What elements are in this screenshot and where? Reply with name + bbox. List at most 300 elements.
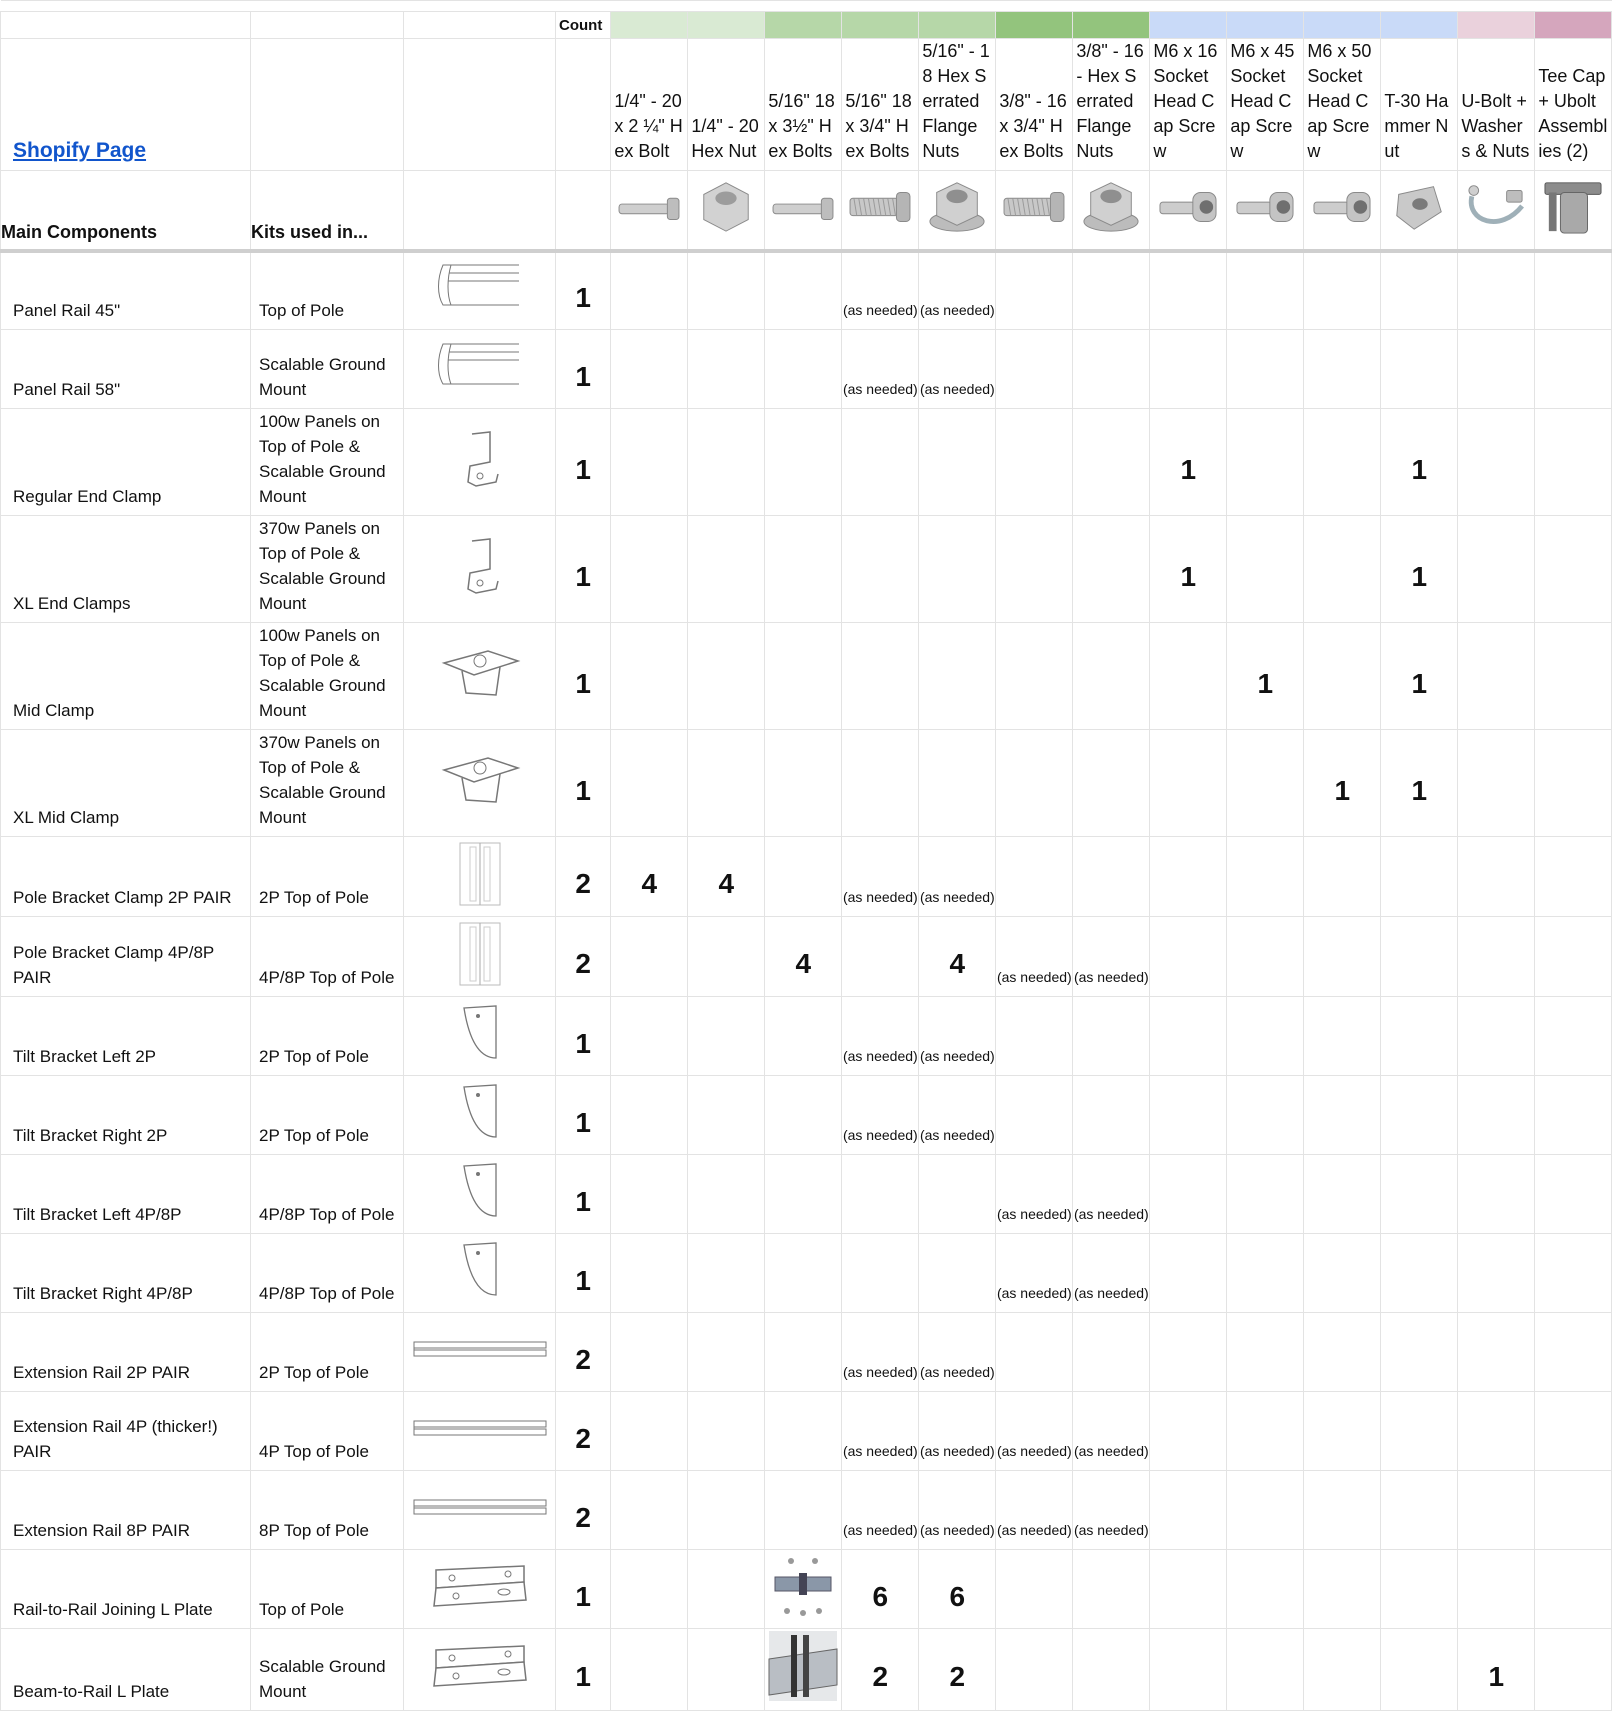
hardware-qty-cell[interactable]: 1 <box>1150 409 1227 516</box>
hardware-qty-cell[interactable]: 6 <box>919 1550 996 1629</box>
hardware-qty-cell[interactable] <box>611 409 688 516</box>
hardware-qty-cell[interactable] <box>996 730 1073 837</box>
hardware-qty-cell[interactable] <box>1304 251 1381 330</box>
hardware-qty-cell[interactable] <box>996 837 1073 917</box>
kits-used[interactable]: 2P Top of Pole <box>251 1313 404 1392</box>
hardware-qty-cell[interactable] <box>996 997 1073 1076</box>
hardware-qty-cell[interactable]: (as needed) <box>842 837 919 917</box>
hardware-qty-cell[interactable] <box>765 1313 842 1392</box>
hardware-qty-cell[interactable] <box>919 730 996 837</box>
component-count[interactable]: 1 <box>556 623 611 730</box>
hardware-qty-cell[interactable] <box>1535 1076 1612 1155</box>
kits-used[interactable]: 100w Panels on Top of Pole & Scalable Ground Mount <box>251 409 404 516</box>
hardware-qty-cell[interactable] <box>919 516 996 623</box>
hardware-qty-cell[interactable] <box>1381 330 1458 409</box>
component-thumbnail-cell[interactable] <box>404 1629 556 1711</box>
hardware-qty-cell[interactable]: 1 <box>1381 409 1458 516</box>
hardware-qty-cell[interactable] <box>919 623 996 730</box>
hardware-qty-cell[interactable] <box>1381 1471 1458 1550</box>
hardware-qty-cell[interactable] <box>1535 1629 1612 1711</box>
hardware-qty-cell[interactable] <box>1304 623 1381 730</box>
hardware-qty-cell[interactable] <box>1535 1155 1612 1234</box>
hardware-qty-cell[interactable] <box>1227 1550 1304 1629</box>
component-name[interactable]: Beam-to-Rail L Plate <box>1 1629 251 1711</box>
hardware-icon-cell[interactable] <box>1150 171 1227 251</box>
hardware-qty-cell[interactable] <box>688 1313 765 1392</box>
hardware-qty-cell[interactable] <box>688 1392 765 1471</box>
hardware-qty-cell[interactable] <box>842 1234 919 1313</box>
hardware-icon-cell[interactable] <box>765 171 842 251</box>
hardware-icon-cell[interactable] <box>611 171 688 251</box>
hardware-header-cell[interactable] <box>1304 39 1381 171</box>
hardware-header-cell[interactable] <box>688 39 765 171</box>
hardware-qty-cell[interactable] <box>1150 251 1227 330</box>
kits-used[interactable]: 2P Top of Pole <box>251 1076 404 1155</box>
kits-used[interactable]: 2P Top of Pole <box>251 997 404 1076</box>
component-count[interactable]: 1 <box>556 730 611 837</box>
hardware-qty-cell[interactable] <box>1535 1392 1612 1471</box>
component-name[interactable]: Tilt Bracket Left 2P <box>1 997 251 1076</box>
hardware-qty-cell[interactable] <box>611 623 688 730</box>
hardware-qty-cell[interactable]: (as needed) <box>919 837 996 917</box>
hardware-qty-cell[interactable]: 1 <box>1458 1629 1535 1711</box>
hardware-qty-cell[interactable]: (as needed) <box>996 1392 1073 1471</box>
hardware-qty-cell[interactable] <box>1073 516 1150 623</box>
band-cell[interactable] <box>1458 12 1535 39</box>
hardware-qty-cell[interactable] <box>1458 1471 1535 1550</box>
hardware-qty-cell[interactable] <box>1535 917 1612 997</box>
component-count[interactable]: 2 <box>556 917 611 997</box>
hardware-qty-cell[interactable] <box>1227 1471 1304 1550</box>
hardware-qty-cell[interactable] <box>611 251 688 330</box>
hardware-qty-cell[interactable] <box>996 623 1073 730</box>
component-name[interactable]: Rail-to-Rail Joining L Plate <box>1 1550 251 1629</box>
hardware-qty-cell[interactable]: 2 <box>842 1629 919 1711</box>
hardware-qty-cell[interactable] <box>1458 516 1535 623</box>
hardware-qty-cell[interactable] <box>688 251 765 330</box>
hardware-qty-cell[interactable] <box>688 1234 765 1313</box>
hardware-qty-cell[interactable] <box>1073 251 1150 330</box>
component-thumbnail-cell[interactable] <box>404 251 556 330</box>
band-cell[interactable] <box>842 12 919 39</box>
kits-used[interactable]: 4P/8P Top of Pole <box>251 1234 404 1313</box>
hardware-qty-cell[interactable] <box>996 1550 1073 1629</box>
hardware-qty-cell[interactable] <box>1458 1076 1535 1155</box>
kits-used[interactable]: 2P Top of Pole <box>251 837 404 917</box>
band-cell[interactable] <box>1150 12 1227 39</box>
hardware-qty-cell[interactable]: 1 <box>1227 623 1304 730</box>
hardware-qty-cell[interactable] <box>1381 917 1458 997</box>
hardware-qty-cell[interactable] <box>996 251 1073 330</box>
component-count[interactable]: 1 <box>556 330 611 409</box>
hardware-qty-cell[interactable] <box>611 1629 688 1711</box>
hardware-qty-cell[interactable] <box>842 623 919 730</box>
component-count[interactable]: 1 <box>556 1550 611 1629</box>
hardware-qty-cell[interactable] <box>1304 1629 1381 1711</box>
hardware-qty-cell[interactable] <box>1535 1234 1612 1313</box>
hardware-qty-cell[interactable] <box>611 730 688 837</box>
hardware-qty-cell[interactable] <box>1227 1076 1304 1155</box>
component-name[interactable]: Extension Rail 8P PAIR <box>1 1471 251 1550</box>
hardware-qty-cell[interactable] <box>1458 1155 1535 1234</box>
hardware-qty-cell[interactable] <box>765 1234 842 1313</box>
hardware-qty-cell[interactable] <box>611 1076 688 1155</box>
component-count[interactable]: 1 <box>556 1234 611 1313</box>
component-thumbnail-cell[interactable] <box>404 1392 556 1471</box>
hardware-qty-cell[interactable] <box>996 1629 1073 1711</box>
hardware-qty-cell[interactable]: (as needed) <box>842 330 919 409</box>
kits-used[interactable]: 370w Panels on Top of Pole & Scalable Ground Mount <box>251 730 404 837</box>
kits-used[interactable]: 8P Top of Pole <box>251 1471 404 1550</box>
hardware-qty-cell[interactable] <box>1458 623 1535 730</box>
component-count[interactable]: 1 <box>556 1629 611 1711</box>
hardware-header-cell[interactable] <box>1381 39 1458 171</box>
hardware-qty-cell[interactable] <box>919 409 996 516</box>
component-count[interactable]: 1 <box>556 1155 611 1234</box>
band-cell[interactable] <box>1304 12 1381 39</box>
band-cell[interactable] <box>1227 12 1304 39</box>
hardware-qty-cell[interactable] <box>996 1313 1073 1392</box>
hardware-qty-cell[interactable] <box>765 330 842 409</box>
hardware-qty-cell[interactable] <box>1227 917 1304 997</box>
component-count[interactable]: 1 <box>556 997 611 1076</box>
hardware-qty-cell[interactable]: (as needed) <box>1073 1392 1150 1471</box>
band-cell[interactable] <box>1535 12 1612 39</box>
component-thumbnail-cell[interactable] <box>404 837 556 917</box>
hardware-qty-cell[interactable] <box>1304 917 1381 997</box>
hardware-qty-cell[interactable]: 6 <box>842 1550 919 1629</box>
hardware-qty-cell[interactable] <box>1535 516 1612 623</box>
hardware-qty-cell[interactable]: 1 <box>1381 730 1458 837</box>
hardware-qty-cell[interactable] <box>1304 516 1381 623</box>
hardware-qty-cell[interactable] <box>611 1313 688 1392</box>
hardware-qty-cell[interactable]: (as needed) <box>919 1471 996 1550</box>
hardware-header-cell[interactable] <box>919 39 996 171</box>
hardware-qty-cell[interactable] <box>1150 330 1227 409</box>
hardware-qty-cell[interactable] <box>1304 1234 1381 1313</box>
count-header[interactable]: Count <box>556 12 611 39</box>
hardware-qty-cell[interactable] <box>1304 997 1381 1076</box>
hardware-qty-cell[interactable] <box>611 1155 688 1234</box>
component-count[interactable]: 1 <box>556 409 611 516</box>
component-thumbnail-cell[interactable] <box>404 1313 556 1392</box>
hardware-qty-cell[interactable] <box>765 1629 842 1711</box>
component-thumbnail-cell[interactable] <box>404 1234 556 1313</box>
hardware-header-cell[interactable] <box>1227 39 1304 171</box>
hardware-qty-cell[interactable] <box>1304 1550 1381 1629</box>
hardware-header-cell[interactable] <box>611 39 688 171</box>
hardware-qty-cell[interactable]: (as needed) <box>1073 917 1150 997</box>
hardware-qty-cell[interactable] <box>765 1392 842 1471</box>
hardware-qty-cell[interactable] <box>1458 837 1535 917</box>
hardware-qty-cell[interactable] <box>1458 1234 1535 1313</box>
band-cell[interactable] <box>765 12 842 39</box>
hardware-qty-cell[interactable] <box>1227 837 1304 917</box>
hardware-qty-cell[interactable] <box>1381 251 1458 330</box>
hardware-icon-cell[interactable] <box>996 171 1073 251</box>
hardware-qty-cell[interactable]: 4 <box>688 837 765 917</box>
hardware-qty-cell[interactable] <box>688 1471 765 1550</box>
hardware-qty-cell[interactable] <box>1381 1392 1458 1471</box>
hardware-qty-cell[interactable] <box>1073 330 1150 409</box>
hardware-qty-cell[interactable] <box>1073 730 1150 837</box>
hardware-qty-cell[interactable] <box>1150 1629 1227 1711</box>
hardware-qty-cell[interactable] <box>688 1076 765 1155</box>
hardware-qty-cell[interactable] <box>842 1155 919 1234</box>
component-count[interactable]: 2 <box>556 1392 611 1471</box>
hardware-header-cell[interactable] <box>1073 39 1150 171</box>
hardware-qty-cell[interactable] <box>688 516 765 623</box>
hardware-icon-cell[interactable] <box>1381 171 1458 251</box>
hardware-qty-cell[interactable]: (as needed) <box>919 330 996 409</box>
component-count[interactable]: 2 <box>556 1471 611 1550</box>
hardware-qty-cell[interactable] <box>996 330 1073 409</box>
hardware-qty-cell[interactable]: (as needed) <box>919 997 996 1076</box>
hardware-qty-cell[interactable] <box>765 251 842 330</box>
hardware-qty-cell[interactable] <box>1150 997 1227 1076</box>
hardware-qty-cell[interactable] <box>611 1550 688 1629</box>
hardware-qty-cell[interactable]: 1 <box>1304 730 1381 837</box>
hardware-qty-cell[interactable]: (as needed) <box>996 1471 1073 1550</box>
hardware-qty-cell[interactable]: (as needed) <box>842 1313 919 1392</box>
hardware-qty-cell[interactable] <box>842 917 919 997</box>
hardware-qty-cell[interactable] <box>1073 1629 1150 1711</box>
hardware-qty-cell[interactable]: (as needed) <box>919 251 996 330</box>
hardware-qty-cell[interactable] <box>842 409 919 516</box>
hardware-qty-cell[interactable] <box>1535 1550 1612 1629</box>
hardware-qty-cell[interactable] <box>688 917 765 997</box>
component-name[interactable]: Regular End Clamp <box>1 409 251 516</box>
band-cell[interactable] <box>919 12 996 39</box>
hardware-qty-cell[interactable]: (as needed) <box>1073 1471 1150 1550</box>
hardware-qty-cell[interactable] <box>1535 1313 1612 1392</box>
hardware-qty-cell[interactable] <box>1304 1076 1381 1155</box>
component-name[interactable]: Extension Rail 4P (thicker!) PAIR <box>1 1392 251 1471</box>
hardware-qty-cell[interactable] <box>1381 1550 1458 1629</box>
hardware-qty-cell[interactable] <box>1458 251 1535 330</box>
hardware-qty-cell[interactable]: 1 <box>1381 516 1458 623</box>
hardware-qty-cell[interactable] <box>765 837 842 917</box>
component-count[interactable]: 2 <box>556 1313 611 1392</box>
hardware-qty-cell[interactable]: (as needed) <box>996 1234 1073 1313</box>
hardware-qty-cell[interactable] <box>1458 409 1535 516</box>
hardware-qty-cell[interactable]: (as needed) <box>842 1076 919 1155</box>
component-thumbnail-cell[interactable] <box>404 1155 556 1234</box>
hardware-qty-cell[interactable] <box>1150 623 1227 730</box>
hardware-qty-cell[interactable] <box>765 1471 842 1550</box>
hardware-qty-cell[interactable] <box>765 1550 842 1629</box>
hardware-qty-cell[interactable] <box>1381 1629 1458 1711</box>
hardware-header-cell[interactable] <box>1458 39 1535 171</box>
hardware-qty-cell[interactable] <box>1150 1313 1227 1392</box>
component-name[interactable]: Tilt Bracket Right 4P/8P <box>1 1234 251 1313</box>
hardware-qty-cell[interactable] <box>1458 1550 1535 1629</box>
hardware-qty-cell[interactable] <box>919 1155 996 1234</box>
hardware-qty-cell[interactable] <box>1227 251 1304 330</box>
hardware-qty-cell[interactable] <box>1458 1313 1535 1392</box>
component-thumbnail-cell[interactable] <box>404 1076 556 1155</box>
hardware-qty-cell[interactable] <box>1227 1313 1304 1392</box>
component-count[interactable]: 2 <box>556 837 611 917</box>
hardware-qty-cell[interactable] <box>1227 409 1304 516</box>
hardware-qty-cell[interactable] <box>1381 1076 1458 1155</box>
component-thumbnail-cell[interactable] <box>404 1550 556 1629</box>
hardware-header-cell[interactable] <box>842 39 919 171</box>
hardware-qty-cell[interactable] <box>1304 1155 1381 1234</box>
component-thumbnail-cell[interactable] <box>404 623 556 730</box>
hardware-qty-cell[interactable] <box>996 516 1073 623</box>
hardware-icon-cell[interactable] <box>1073 171 1150 251</box>
hardware-qty-cell[interactable] <box>842 730 919 837</box>
hardware-qty-cell[interactable] <box>1381 997 1458 1076</box>
hardware-qty-cell[interactable]: (as needed) <box>996 1155 1073 1234</box>
hardware-qty-cell[interactable] <box>1227 730 1304 837</box>
kits-used[interactable]: Scalable Ground Mount <box>251 1629 404 1711</box>
hardware-qty-cell[interactable]: (as needed) <box>842 251 919 330</box>
component-thumbnail-cell[interactable] <box>404 409 556 516</box>
hardware-qty-cell[interactable] <box>1227 330 1304 409</box>
hardware-qty-cell[interactable] <box>765 623 842 730</box>
hardware-qty-cell[interactable] <box>1227 1392 1304 1471</box>
hardware-qty-cell[interactable] <box>1381 837 1458 917</box>
hardware-qty-cell[interactable] <box>1304 837 1381 917</box>
hardware-qty-cell[interactable] <box>1150 1471 1227 1550</box>
hardware-qty-cell[interactable] <box>611 330 688 409</box>
hardware-qty-cell[interactable] <box>842 516 919 623</box>
hardware-qty-cell[interactable]: (as needed) <box>1073 1234 1150 1313</box>
hardware-qty-cell[interactable] <box>1304 1471 1381 1550</box>
hardware-qty-cell[interactable] <box>1150 1076 1227 1155</box>
hardware-icon-cell[interactable] <box>919 171 996 251</box>
hardware-qty-cell[interactable]: (as needed) <box>842 1392 919 1471</box>
hardware-qty-cell[interactable] <box>1535 997 1612 1076</box>
hardware-qty-cell[interactable] <box>1458 997 1535 1076</box>
band-cell[interactable] <box>1073 12 1150 39</box>
component-thumbnail-cell[interactable] <box>404 917 556 997</box>
component-name[interactable]: Panel Rail 58" <box>1 330 251 409</box>
component-name[interactable]: XL Mid Clamp <box>1 730 251 837</box>
hardware-qty-cell[interactable]: 4 <box>765 917 842 997</box>
hardware-qty-cell[interactable]: (as needed) <box>842 1471 919 1550</box>
component-thumbnail-cell[interactable] <box>404 1471 556 1550</box>
hardware-qty-cell[interactable] <box>765 997 842 1076</box>
hardware-qty-cell[interactable] <box>1535 837 1612 917</box>
hardware-qty-cell[interactable]: 1 <box>1381 623 1458 730</box>
hardware-qty-cell[interactable] <box>1150 1155 1227 1234</box>
component-count[interactable]: 1 <box>556 516 611 623</box>
hardware-qty-cell[interactable] <box>1535 251 1612 330</box>
hardware-qty-cell[interactable] <box>996 1076 1073 1155</box>
kits-used[interactable]: 100w Panels on Top of Pole & Scalable Ground Mount <box>251 623 404 730</box>
hardware-qty-cell[interactable]: (as needed) <box>919 1313 996 1392</box>
component-name[interactable]: XL End Clamps <box>1 516 251 623</box>
hardware-qty-cell[interactable]: 4 <box>611 837 688 917</box>
hardware-qty-cell[interactable] <box>1073 837 1150 917</box>
hardware-qty-cell[interactable] <box>688 730 765 837</box>
hardware-qty-cell[interactable] <box>1458 330 1535 409</box>
hardware-qty-cell[interactable] <box>688 1550 765 1629</box>
kits-used[interactable]: 4P/8P Top of Pole <box>251 1155 404 1234</box>
hardware-qty-cell[interactable]: 1 <box>1150 516 1227 623</box>
hardware-qty-cell[interactable] <box>688 1155 765 1234</box>
hardware-qty-cell[interactable] <box>1150 730 1227 837</box>
hardware-qty-cell[interactable] <box>996 409 1073 516</box>
hardware-icon-cell[interactable] <box>1227 171 1304 251</box>
hardware-qty-cell[interactable] <box>1381 1234 1458 1313</box>
hardware-qty-cell[interactable] <box>1381 1155 1458 1234</box>
hardware-qty-cell[interactable] <box>1150 837 1227 917</box>
component-name[interactable]: Mid Clamp <box>1 623 251 730</box>
hardware-qty-cell[interactable]: (as needed) <box>1073 1155 1150 1234</box>
hardware-qty-cell[interactable] <box>765 1076 842 1155</box>
hardware-qty-cell[interactable] <box>688 409 765 516</box>
hardware-qty-cell[interactable] <box>1227 1234 1304 1313</box>
kits-used[interactable]: Scalable Ground Mount <box>251 330 404 409</box>
component-name[interactable]: Tilt Bracket Right 2P <box>1 1076 251 1155</box>
hardware-qty-cell[interactable] <box>1150 1550 1227 1629</box>
hardware-qty-cell[interactable] <box>611 1392 688 1471</box>
hardware-qty-cell[interactable] <box>1150 917 1227 997</box>
component-thumbnail-cell[interactable] <box>404 730 556 837</box>
hardware-qty-cell[interactable] <box>611 917 688 997</box>
hardware-icon-cell[interactable] <box>842 171 919 251</box>
hardware-qty-cell[interactable] <box>1535 1471 1612 1550</box>
hardware-qty-cell[interactable] <box>919 1234 996 1313</box>
hardware-qty-cell[interactable]: (as needed) <box>919 1076 996 1155</box>
hardware-qty-cell[interactable] <box>1073 1313 1150 1392</box>
hardware-qty-cell[interactable]: 2 <box>919 1629 996 1711</box>
hardware-qty-cell[interactable] <box>611 516 688 623</box>
hardware-qty-cell[interactable] <box>1227 997 1304 1076</box>
hardware-qty-cell[interactable] <box>688 1629 765 1711</box>
hardware-qty-cell[interactable] <box>1227 1629 1304 1711</box>
hardware-qty-cell[interactable] <box>1535 730 1612 837</box>
hardware-qty-cell[interactable] <box>1458 730 1535 837</box>
hardware-qty-cell[interactable] <box>1073 1550 1150 1629</box>
component-name[interactable]: Pole Bracket Clamp 4P/8P PAIR <box>1 917 251 997</box>
hardware-icon-cell[interactable] <box>1304 171 1381 251</box>
hardware-qty-cell[interactable] <box>1304 1313 1381 1392</box>
kits-used[interactable]: Top of Pole <box>251 251 404 330</box>
hardware-qty-cell[interactable] <box>765 516 842 623</box>
hardware-qty-cell[interactable] <box>1304 330 1381 409</box>
hardware-qty-cell[interactable] <box>1227 516 1304 623</box>
hardware-qty-cell[interactable] <box>1535 409 1612 516</box>
hardware-qty-cell[interactable] <box>688 623 765 730</box>
hardware-qty-cell[interactable] <box>611 997 688 1076</box>
hardware-icon-cell[interactable] <box>1535 171 1612 251</box>
hardware-qty-cell[interactable]: (as needed) <box>842 997 919 1076</box>
hardware-qty-cell[interactable] <box>1535 623 1612 730</box>
hardware-qty-cell[interactable] <box>611 1471 688 1550</box>
component-thumbnail-cell[interactable] <box>404 330 556 409</box>
hardware-qty-cell[interactable] <box>1304 1392 1381 1471</box>
hardware-qty-cell[interactable] <box>765 1155 842 1234</box>
hardware-header-cell[interactable] <box>765 39 842 171</box>
hardware-qty-cell[interactable] <box>1073 997 1150 1076</box>
component-thumbnail-cell[interactable] <box>404 997 556 1076</box>
hardware-qty-cell[interactable] <box>1150 1234 1227 1313</box>
hardware-qty-cell[interactable] <box>1227 1155 1304 1234</box>
band-cell[interactable] <box>1381 12 1458 39</box>
hardware-qty-cell[interactable] <box>1073 1076 1150 1155</box>
hardware-header-cell[interactable] <box>1535 39 1612 171</box>
component-name[interactable]: Panel Rail 45" <box>1 251 251 330</box>
kits-used[interactable]: Top of Pole <box>251 1550 404 1629</box>
hardware-qty-cell[interactable] <box>1535 330 1612 409</box>
hardware-icon-cell[interactable] <box>1458 171 1535 251</box>
component-count[interactable]: 1 <box>556 1076 611 1155</box>
